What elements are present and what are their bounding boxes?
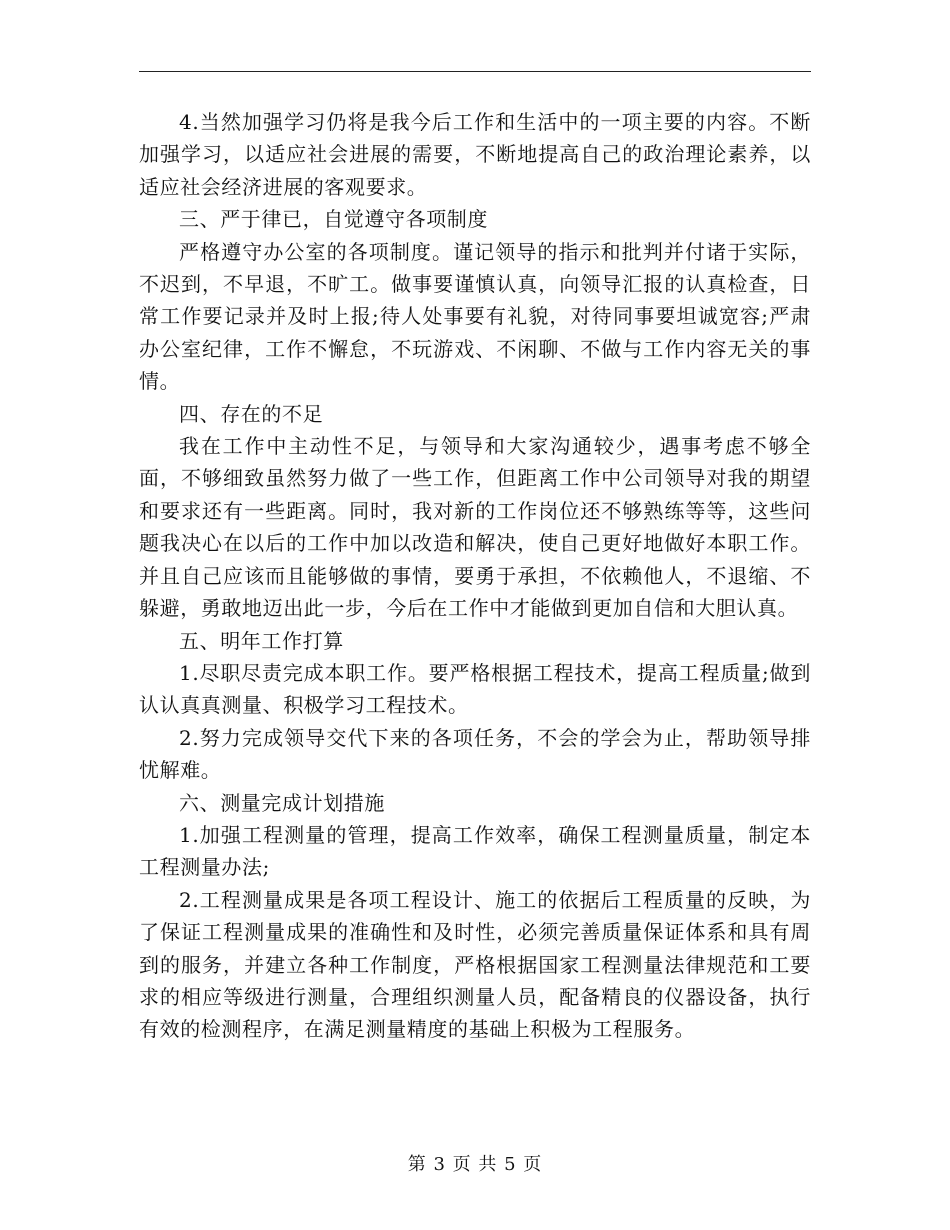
section-heading-next-year-plan: 五、明年工作打算 bbox=[179, 628, 344, 653]
page-number-footer: 第 3 页 共 5 页 bbox=[407, 1154, 543, 1175]
measure-item-2: 2.工程测量成果是各项工程设计、施工的依据后工程质量的反映，为了保证工程测量成果的准确性和及时性，必须完善质量保证体系和具有周到的服务，并建立各种工作制度，严格根据国家工程测量法律规范和工要求的相应等级进行测量，合理组织测量人员，配备精良的仪器设备，执行有效的检测程序，在满足测量精度的基础上积极为工程服务。 bbox=[139, 887, 811, 1042]
document-body bbox=[139, 106, 811, 1046]
plan-item-2: 2.努力完成领导交代下来的各项任务，不会的学会为止，帮助领导排忧解难。 bbox=[139, 725, 811, 783]
measure-item-1: 1.加强工程测量的管理，提高工作效率，确保工程测量质量，制定本工程测量办法; bbox=[139, 822, 811, 880]
paragraph-shortcomings: 我在工作中主动性不足，与领导和大家沟通较少，遇事考虑不够全面，不够细致虽然努力做了一些工作，但距离工作中公司领导对我的期望和要求还有一些距离。同时，我对新的工作岗位还不够熟练等等，这些问题我决心在以后的工作中加以改造和解决，使自己更好地做好本职工作。并且自己应该而且能够做的事情，要勇于承担，不依赖他人，不退缩、不躲避，勇敢地迈出此一步，今后在工作中才能做到更加自信和大胆认真。 bbox=[139, 434, 811, 621]
section-heading-survey-measures: 六、测量完成计划措施 bbox=[179, 790, 385, 815]
paragraph-rules: 严格遵守办公室的各项制度。谨记领导的指示和批判并付诸于实际，不迟到，不早退，不旷工。做事要谨慎认真，向领导汇报的认真检查，日常工作要记录并及时上报;待人处事要有礼貌，对待同事要坦诚宽容;严肃办公室纪律，工作不懈怠，不玩游戏、不闲聊、不做与工作内容无关的事情。 bbox=[139, 239, 811, 394]
section-heading-shortcomings: 四、存在的不足 bbox=[179, 401, 324, 426]
section-heading-discipline: 三、严于律已，自觉遵守各项制度 bbox=[179, 207, 488, 232]
paragraph-study: 4.当然加强学习仍将是我今后工作和生活中的一项主要的内容。不断加强学习，以适应社会进展的需要，不断地提高自己的政治理论素养，以适应社会经济进展的客观要求。 bbox=[139, 110, 811, 199]
header-rule bbox=[139, 71, 811, 72]
plan-item-1: 1.尽职尽责完成本职工作。要严格根据工程技术，提高工程质量;做到认认真真测量、积极学习工程技术。 bbox=[139, 660, 811, 718]
